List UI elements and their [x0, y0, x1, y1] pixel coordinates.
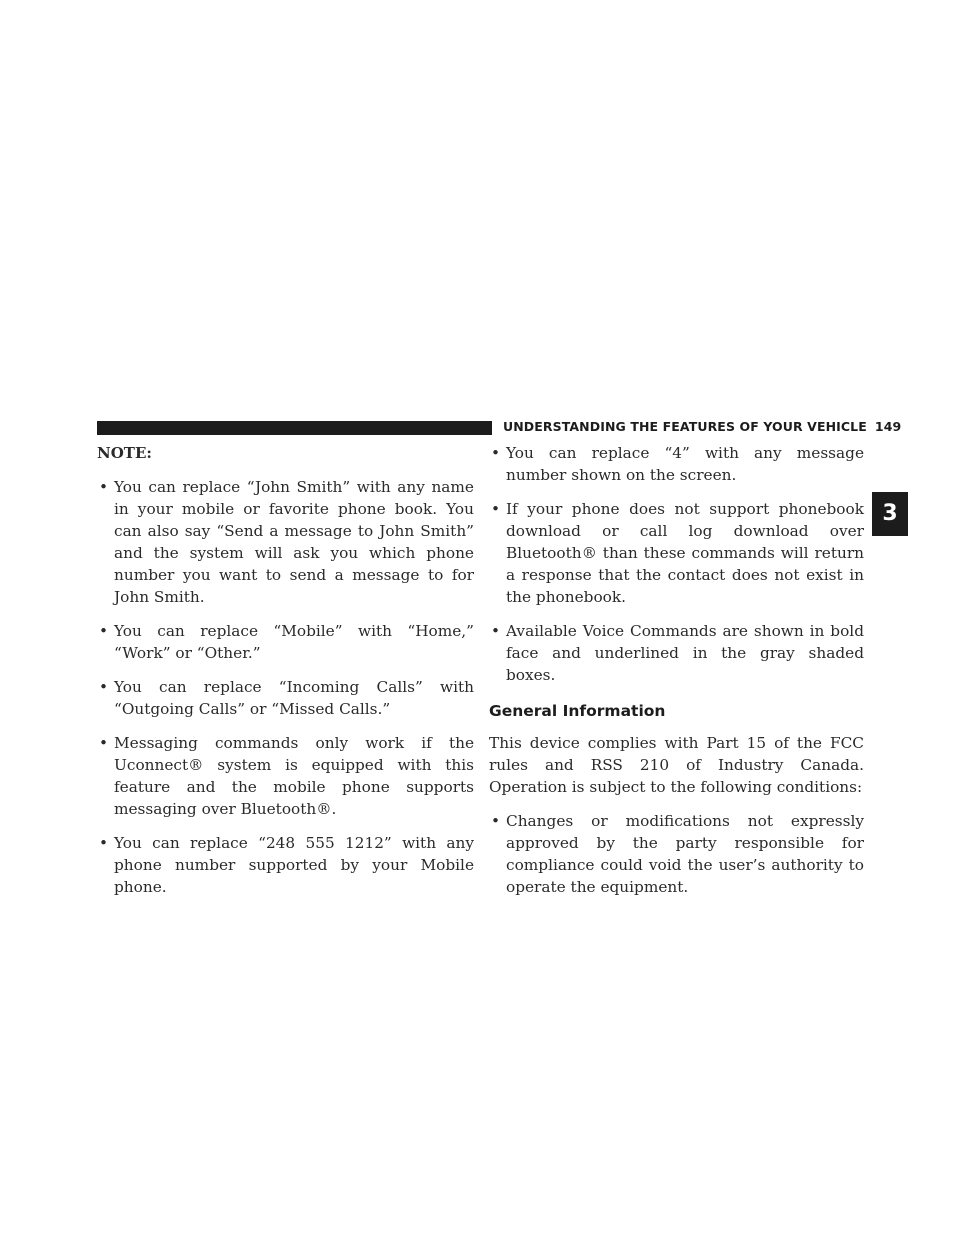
section-heading: General Information: [489, 702, 666, 720]
page-number: 149: [874, 419, 902, 434]
list-item: • If your phone does not support phonebook download or call log download over Bluetooth® than these commands will return a response that the contact does not exist in the phonebook.: [489, 498, 864, 608]
chapter-tab: 3: [872, 492, 908, 536]
left-column: [97, 442, 474, 910]
conditions-bullet-list: [489, 810, 864, 898]
running-header-title: UNDERSTANDING THE FEATURES OF YOUR VEHICLE: [503, 419, 867, 434]
list-item: • Changes or modifications not expressly approved by the party responsible for compliance could void the user’s authority to operate the equipment.: [489, 810, 864, 898]
note-bullet-list: [97, 476, 474, 898]
note-label: NOTE:: [97, 444, 152, 462]
list-item: • You can replace “Incoming Calls” with “Outgoing Calls” or “Missed Calls.”: [97, 676, 474, 720]
note-bullet-list-continued: [489, 442, 864, 686]
running-header: [503, 419, 901, 434]
list-item: • You can replace “4” with any message number shown on the screen.: [489, 442, 864, 486]
list-item: • Messaging commands only work if the Uconnect® system is equipped with this feature and the mobile phone supports messaging over Bluetooth®.: [97, 732, 474, 820]
list-item: • You can replace “John Smith” with any name in your mobile or favorite phone book. You can also say “Send a message to John Smith” and the system will ask you which phone number you want to send a message to for John Smith.: [97, 476, 474, 608]
list-item: • You can replace “Mobile” with “Home,” “Work” or “Other.”: [97, 620, 474, 664]
list-item: • Available Voice Commands are shown in bold face and underlined in the gray shaded boxes.: [489, 620, 864, 686]
right-column: [489, 442, 864, 910]
list-item: • You can replace “248 555 1212” with any phone number supported by your Mobile phone.: [97, 832, 474, 898]
body-paragraph: This device complies with Part 15 of the FCC rules and RSS 210 of Industry Canada. Operation is subject to the following conditions:: [489, 734, 864, 796]
header-rule: [97, 421, 492, 435]
